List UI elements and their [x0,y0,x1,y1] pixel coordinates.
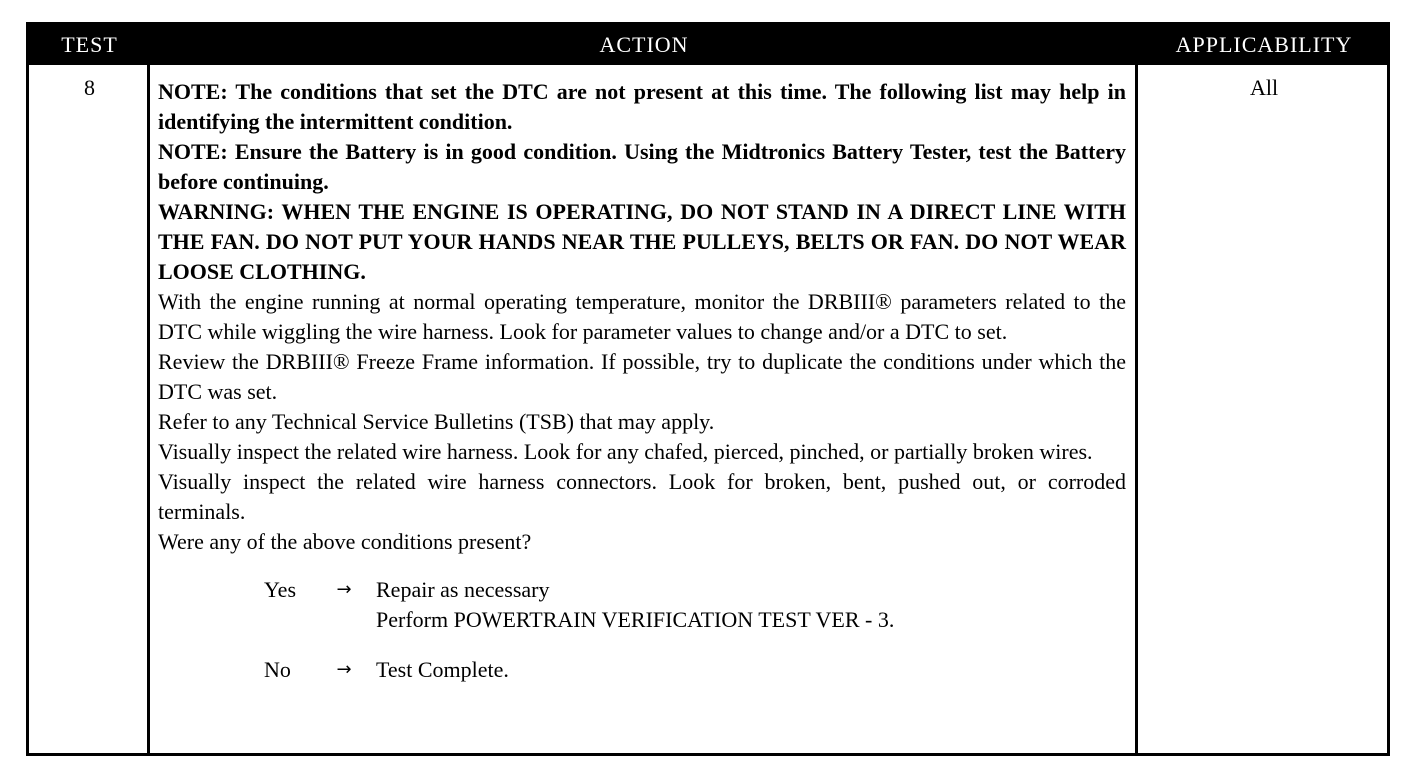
note-battery: NOTE: Ensure the Battery is in good condition. Using the Midtronics Battery Tester, test the Battery before continuing. [158,139,1126,194]
yes-arrow-icon: → [336,579,352,600]
warning-fan: WARNING: WHEN THE ENGINE IS OPERATING, DO NOT STAND IN A DIRECT LINE WITH THE FAN. DO NOT PUT YOUR HANDS NEAR THE PULLEYS, BELTS OR FAN. DO NOT WEAR LOOSE CLOTHING. [158,199,1126,284]
yes-outcome-line1: Repair as necessary [376,577,550,602]
answer-no [264,655,1126,685]
step-monitor-parameters: With the engine running at normal operating temperature, monitor the DRBIII® parameters related to the DTC while wiggling the wire harness. Look for parameter values to change and/or a DTC to set. [158,289,1126,344]
action-cell [158,77,1126,685]
column-divider-test [147,65,150,753]
header-action: ACTION [599,32,689,57]
yes-outcome-line2: Perform POWERTRAIN VERIFICATION TEST VER - 3. [376,607,895,632]
test-number: 8 [84,75,95,100]
header-test: TEST [61,32,118,57]
answer-yes [264,575,1126,635]
applicability-value: All [1249,75,1279,100]
answer-block [264,575,1126,685]
header-applicability: APPLICABILITY [1175,32,1353,57]
no-label: No [264,657,291,682]
column-divider-applicability [1135,65,1138,753]
step-inspect-connectors: Visually inspect the related wire harness connectors. Look for broken, bent, pushed out, or corroded terminals. [158,469,1126,524]
step-inspect-harness: Visually inspect the related wire harness. Look for any chafed, pierced, pinched, or partially broken wires. [158,439,1093,464]
yes-label: Yes [264,577,297,602]
note-intermittent: NOTE: The conditions that set the DTC are not present at this time. The following list may help in identifying the intermittent condition. [158,79,1126,134]
step-freeze-frame: Review the DRBIII® Freeze Frame information. If possible, try to duplicate the conditions under which the DTC was set. [158,349,1126,404]
diagnostic-table [26,22,1390,756]
question-conditions-present: Were any of the above conditions present? [158,529,532,554]
no-outcome: Test Complete. [376,657,509,682]
no-arrow-icon: → [336,659,352,680]
table-header [29,25,1387,65]
yes-outcome [376,575,1126,635]
step-tsb: Refer to any Technical Service Bulletins (TSB) that may apply. [158,409,715,434]
